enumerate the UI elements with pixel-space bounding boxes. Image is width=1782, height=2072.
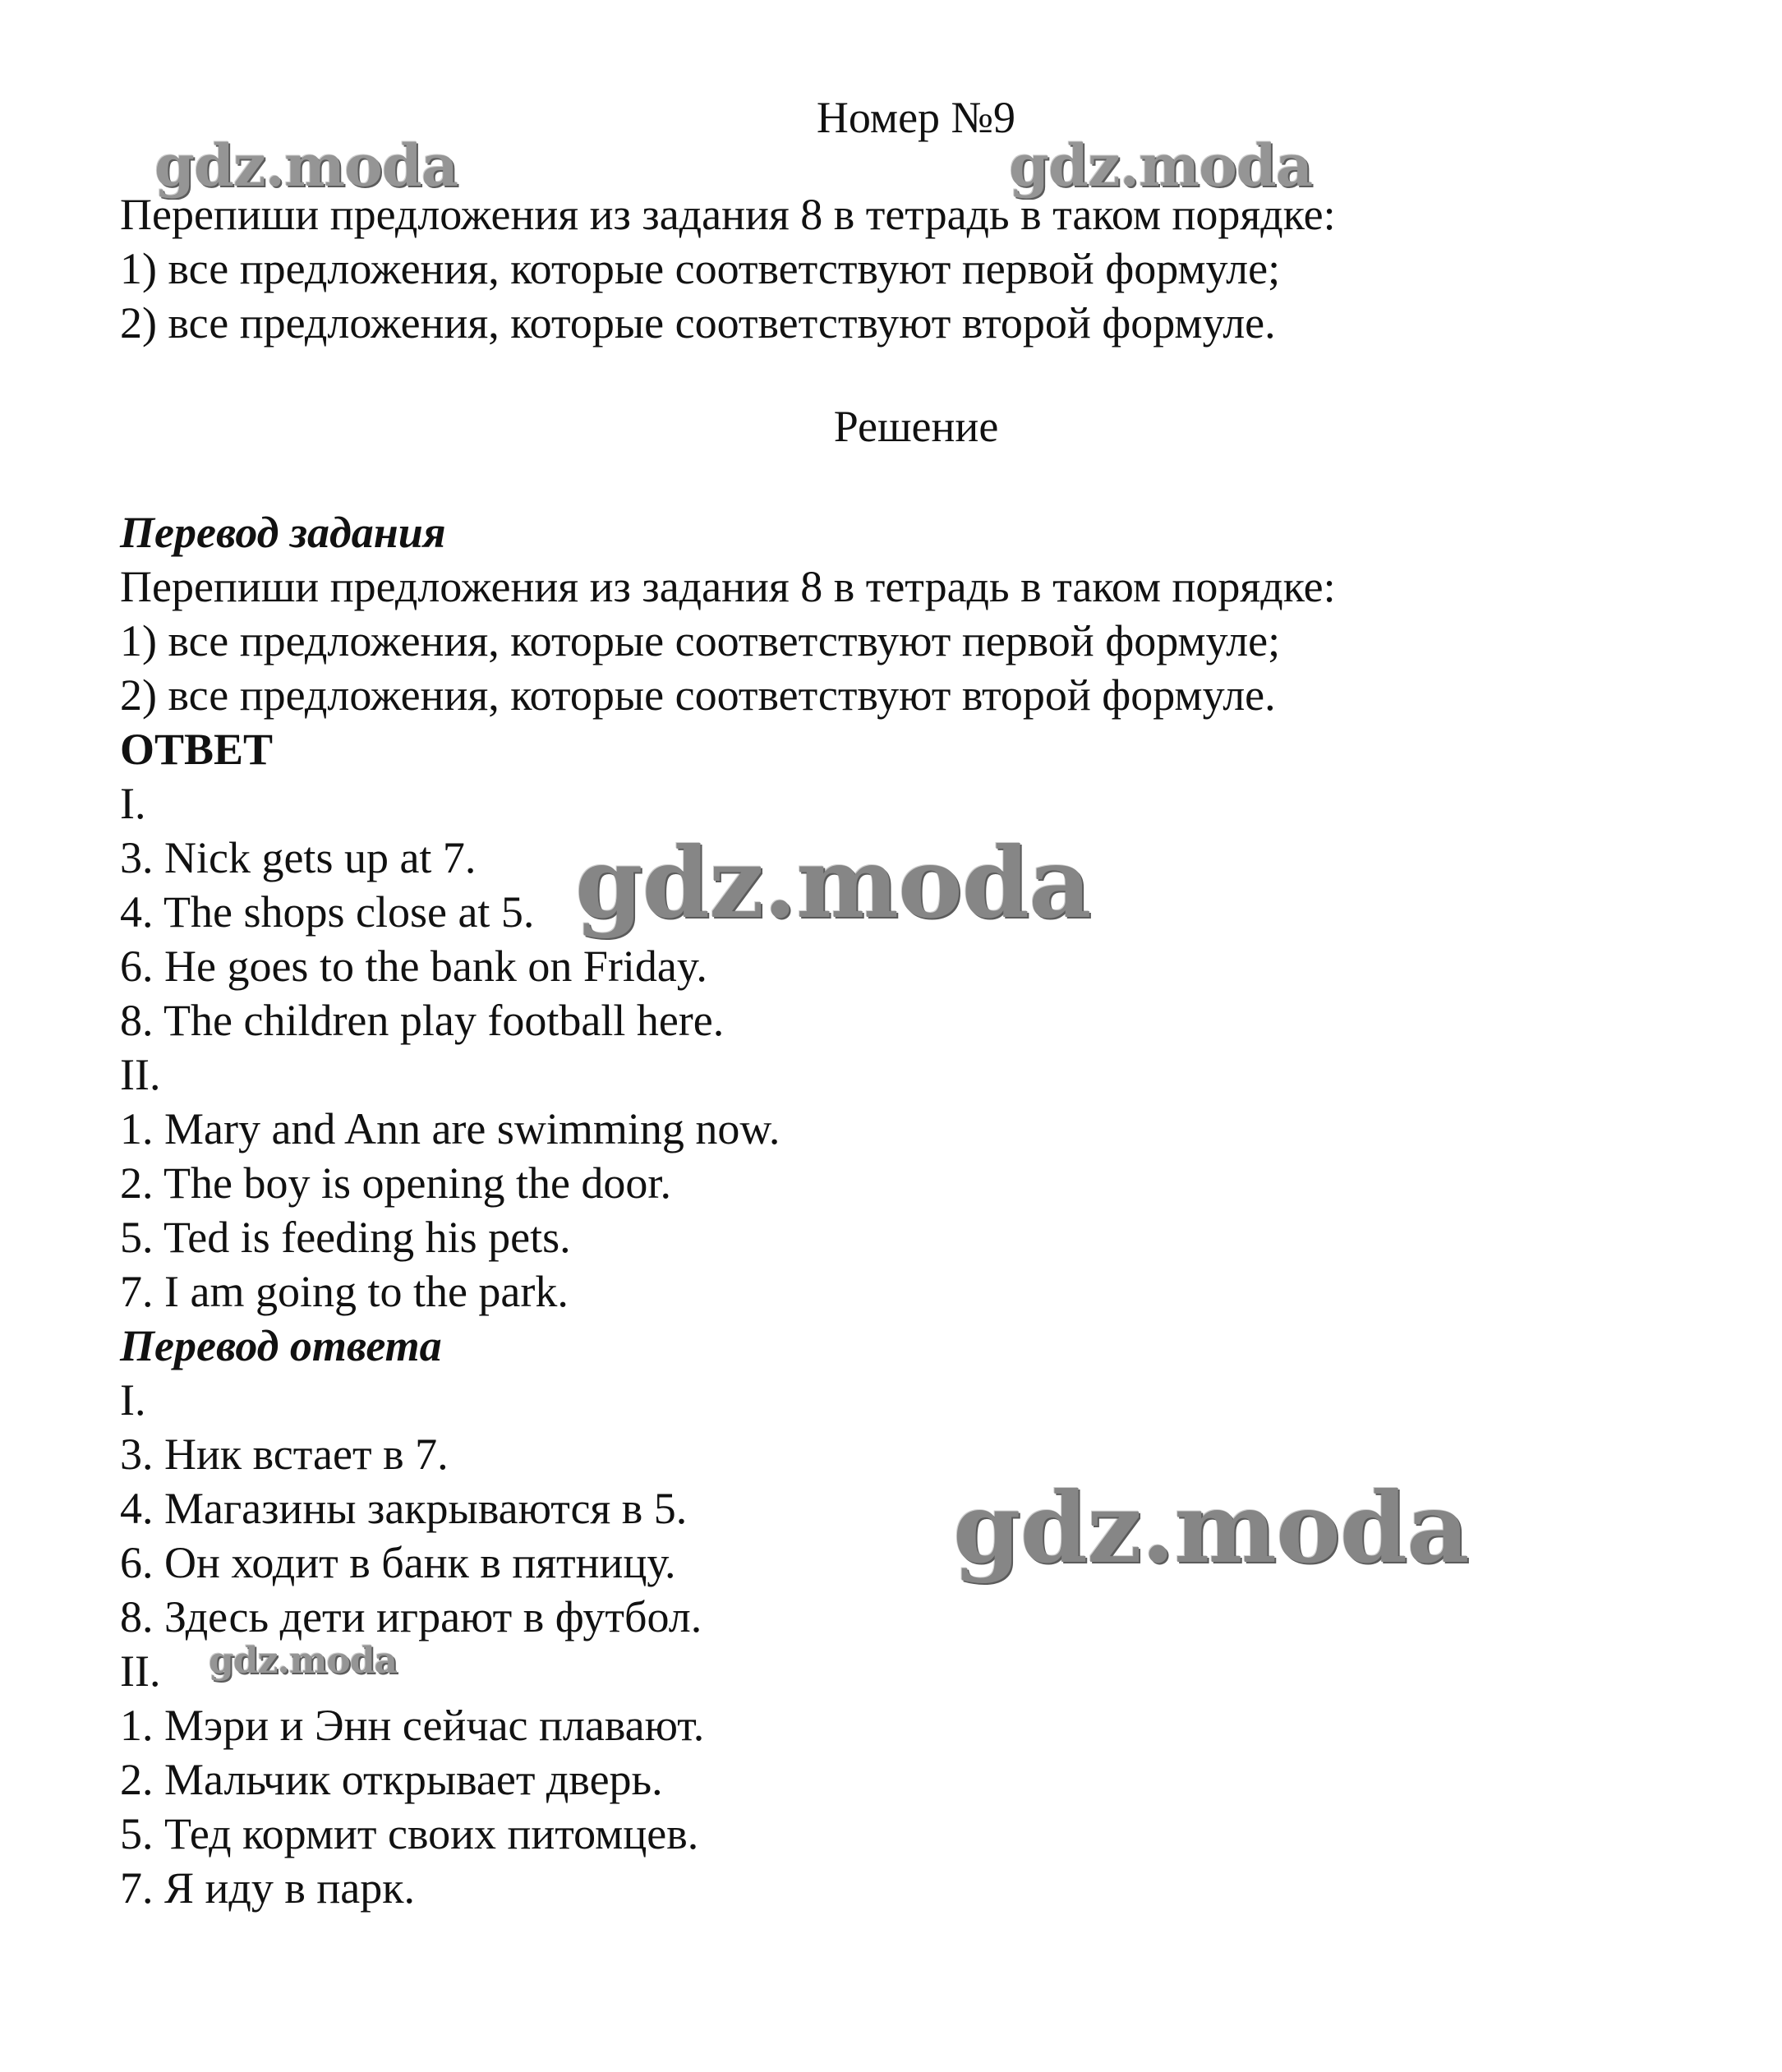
answer-translation-item: 6. Он ходит в банк в пятницу. xyxy=(120,1538,676,1587)
answer-translation-item: 7. Я иду в парк. xyxy=(120,1863,415,1913)
translation-line-3: 2) все предложения, которые соответствуют второй формуле. xyxy=(120,670,1276,720)
answer-translation-item: 4. Магазины закрываются в 5. xyxy=(120,1484,688,1533)
answer-translation-heading: Перевод ответа xyxy=(120,1321,442,1370)
task-line-2: 1) все предложения, которые соответствуют первой формуле; xyxy=(120,244,1281,293)
page-title: Номер №9 xyxy=(816,93,1016,142)
answer-item: 2. The boy is opening the door. xyxy=(120,1158,671,1208)
watermark-logo: gdz.moda xyxy=(1009,131,1313,200)
watermark-logo: gdz.moda xyxy=(209,1640,398,1682)
answer-item: 7. I am going to the park. xyxy=(120,1267,569,1316)
watermark-logo: gdz.moda xyxy=(154,131,458,200)
translation-line-1: Перепиши предложения из задания 8 в тетрадь в таком порядке: xyxy=(120,562,1336,611)
answer-translation-item: 2. Мальчик открывает дверь. xyxy=(120,1755,663,1804)
watermark-logo: gdz.moda xyxy=(575,826,1091,940)
answer-item: 4. The shops close at 5. xyxy=(120,887,535,937)
answer-translation-item: 3. Ник встает в 7. xyxy=(120,1430,449,1479)
answer-translation-group1-label: I. xyxy=(120,1375,146,1425)
answer-item: 1. Mary and Ann are swimming now. xyxy=(120,1104,780,1153)
solution-heading: Решение xyxy=(833,402,999,451)
answer-heading: ОТВЕТ xyxy=(120,725,274,774)
answer-translation-item: 1. Мэри и Энн сейчас плавают. xyxy=(120,1701,705,1750)
watermark-logo: gdz.moda xyxy=(953,1471,1469,1585)
answer-translation-group2-label: II. xyxy=(120,1646,161,1696)
answer-group2-label: II. xyxy=(120,1050,161,1099)
task-line-1: Перепиши предложения из задания 8 в тетрадь в таком порядке: xyxy=(120,190,1336,239)
translation-heading: Перевод задания xyxy=(120,508,446,557)
translation-line-2: 1) все предложения, которые соответствуют первой формуле; xyxy=(120,616,1281,665)
answer-translation-item: 8. Здесь дети играют в футбол. xyxy=(120,1592,702,1641)
answer-item: 3. Nick gets up at 7. xyxy=(120,833,477,882)
answer-item: 8. The children play football here. xyxy=(120,996,725,1045)
answer-item: 6. He goes to the bank on Friday. xyxy=(120,942,707,991)
answer-group1-label: I. xyxy=(120,779,146,828)
task-line-3: 2) все предложения, которые соответствуют второй формуле. xyxy=(120,298,1276,348)
answer-translation-item: 5. Тед кормит своих питомцев. xyxy=(120,1809,699,1858)
answer-item: 5. Ted is feeding his pets. xyxy=(120,1213,571,1262)
